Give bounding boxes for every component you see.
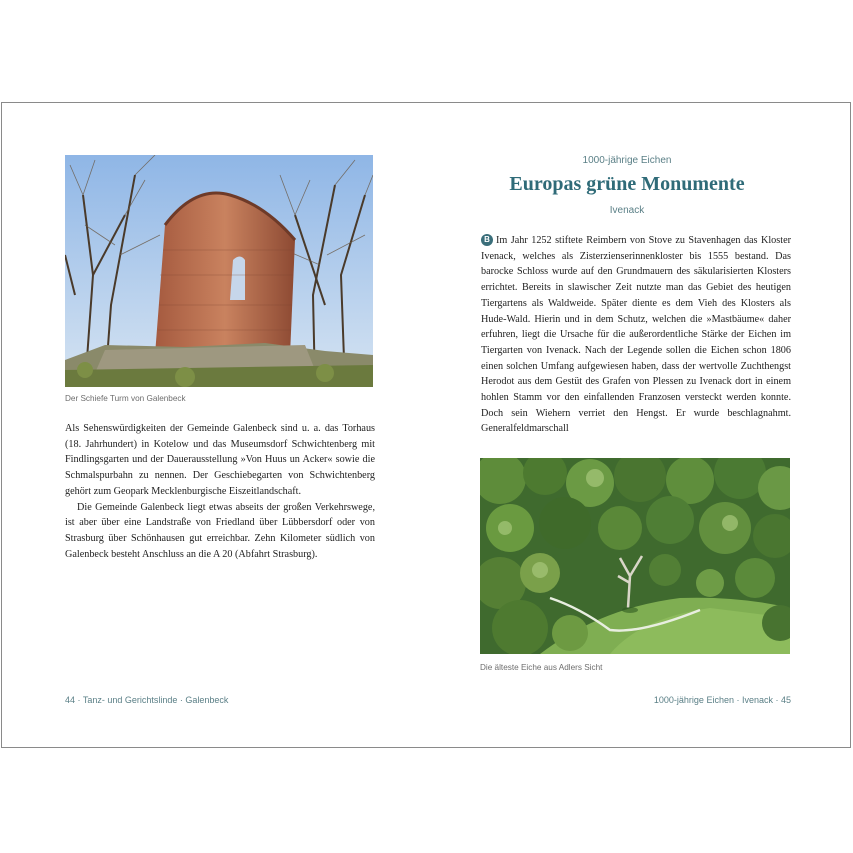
left-page (2, 103, 427, 747)
right-body-text (481, 233, 791, 437)
tower-photo-caption: Der Schiefe Turm von Galenbeck (65, 394, 186, 403)
right-footer: 1000-jährige Eichen · Ivenack · 45 (653, 695, 791, 705)
oak-photo-caption: Die älteste Eiche aus Adlers Sicht (480, 663, 603, 672)
book-spread (1, 102, 851, 748)
left-footer: 44 · Tanz- und Gerichtslinde · Galenbeck (65, 695, 229, 705)
left-body-text (65, 421, 375, 562)
tower-photo (65, 155, 373, 387)
section-kicker: 1000-jährige Eichen (582, 155, 672, 166)
left-paragraph-2: Die Gemeinde Galenbeck liegt etwas abseits der großen Verkehrswege, ist aber über eine Landstraße von Friedland über Lübbersdorf oder von Strasburg über Schönhausen gut erreichbar. Zehn Kilometer südlich von Galenbeck besteht Anschluss an die A 20 (Abfahrt Strasburg). (65, 501, 375, 560)
right-paragraph (481, 233, 791, 437)
oak-aerial-photo (480, 458, 790, 654)
right-paragraph-text: Im Jahr 1252 stiftete Reimbern von Stove zu Stavenhagen das Kloster Ivenack, welches als Zisterzienserinnenkloster bis 1555 bestand. Das barocke Schloss wurde auf den Grundmauern des säkularisierten Klosters errichtet. Bereits in slawischer Zeit nutzte man das Gebiet des heutigen Tiergartens als Waldweide. Später diente es dem Vieh des Klosters als Hude-Wald. Hierin und in dem Schutz, welchen die »Mastbäume« daher erfuhren, liegt die Ursache für die außerordentliche Stärke der Eichen im Tiergarten von Ivenack. Nach der Legende sollen die Eichen schon 1806 einen solchen Umfang aufgewiesen haben, dass der wertvolle Zuchthengst Herodot aus dem Gestüt des Grafen von Plessen zu Ivenack dort in einem hohlen Stamm vor den einfallenden Franzosen versteckt werden konnte. Doch sein Wiehern verriet den Hengst. Er wurde beschlagnahmt. Generalfeldmarschall (481, 235, 791, 435)
right-page (427, 103, 851, 747)
left-paragraph-1: Als Sehenswürdigkeiten der Gemeinde Galenbeck sind u. a. das Torhaus (18. Jahrhundert) in Kotelow und das Museumsdorf Schwichtenberg mit Findlingsgarten und der Dauerausstellung »Von Huus un Acker« sowie die Schmalspurbahn zu nennen. Der Geschiebegarten von Schwichtenberg gehört zum Geopark Mecklenburgische Eiszeitlandschaft. (65, 423, 375, 497)
location-label: Ivenack (609, 205, 645, 216)
region-badge-icon: B (481, 234, 493, 246)
page-title: Europas grüne Monumente (509, 173, 745, 195)
